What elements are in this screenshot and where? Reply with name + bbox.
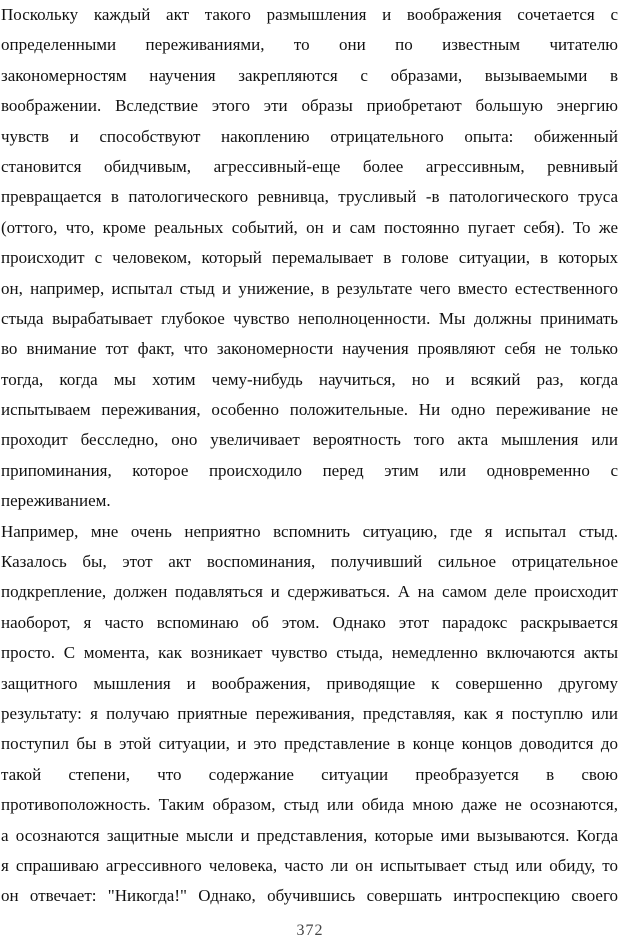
text-line: стыда вырабатывает глубокое чувство неполноценности. Мы должны принимать — [1, 308, 618, 328]
text-line: припоминания, которое происходило перед этим или одновременно с — [1, 460, 618, 480]
paragraph-1 — [1, 0, 618, 517]
text-line: такой степени, что содержание ситуации преобразуется в свою — [1, 764, 618, 784]
text-line: Казалось бы, этот акт воспоминания, получивший сильное отрицательное — [1, 552, 618, 572]
page-number: 372 — [296, 922, 324, 939]
text-line: противоположность. Таким образом, стыд или обида мною даже не осознаются, — [1, 795, 618, 815]
paragraph-2 — [1, 517, 618, 912]
text-line: тогда, когда мы хотим чему-нибудь научиться, но и всякий раз, когда — [1, 369, 618, 389]
text-line: во внимание тот факт, что закономерности научения проявляют себя не только — [1, 339, 618, 359]
text-line: я спрашиваю агрессивного человека, часто ли он испытывает стыд или обиду, то — [1, 855, 618, 875]
text-line: проходит бесследно, оно увеличивает вероятность того акта мышления или — [1, 430, 618, 450]
text-line: поступил бы в этой ситуации, и это представление в конце концов доводится до — [1, 734, 618, 754]
text-line: определенными переживаниями, то они по известным читателю — [1, 35, 618, 55]
text-line: испытываем переживания, особенно положительные. Ни одно переживание не — [1, 400, 618, 420]
text-line: он, например, испытал стыд и унижение, в результате чего вместо естественного — [1, 278, 618, 298]
text-line: Поскольку каждый акт такого размышления и воображения сочетается с — [1, 5, 618, 24]
body-text — [1, 0, 618, 912]
text-line: защитного мышления и воображения, приводящие к совершенно другому — [1, 673, 618, 693]
text-line: превращается в патологического ревнивца, трусливый -в патологического труса — [1, 187, 618, 207]
text-line: наоборот, я часто вспоминаю об этом. Однако этот парадокс раскрывается — [1, 612, 618, 632]
text-line: (оттого, что, кроме реальных событий, он и сам постоянно пугает себя). То же — [1, 217, 618, 237]
text-line: Например, мне очень неприятно вспомнить ситуацию, где я испытал стыд. — [1, 521, 618, 541]
text-line: закономерностям научения закрепляются с образами, вызываемыми в — [1, 65, 618, 85]
text-line: становится обидчивым, агрессивный-еще более агрессивным, ревнивый — [1, 156, 618, 176]
text-line: воображении. Вследствие этого эти образы приобретают большую энергию — [1, 96, 618, 116]
text-line: просто. С момента, как возникает чувство стыда, немедленно включаются акты — [1, 643, 618, 663]
text-line: он отвечает: "Никогда!" Однако, обучившись совершать интроспекцию своего — [1, 886, 618, 906]
text-line: чувств и способствуют накоплению отрицательного опыта: обиженный — [1, 126, 618, 146]
text-line: переживанием. — [1, 491, 111, 511]
text-line: подкрепление, должен подавляться и сдерживаться. А на самом деле происходит — [1, 582, 618, 602]
text-line: происходит с человеком, который перемалывает в голове ситуации, в которых — [1, 248, 618, 268]
text-line: а осознаются защитные мысли и представления, которые ими вызываются. Когда — [1, 825, 618, 845]
text-line: результату: я получаю приятные переживания, представляя, как я поступлю или — [1, 703, 618, 723]
